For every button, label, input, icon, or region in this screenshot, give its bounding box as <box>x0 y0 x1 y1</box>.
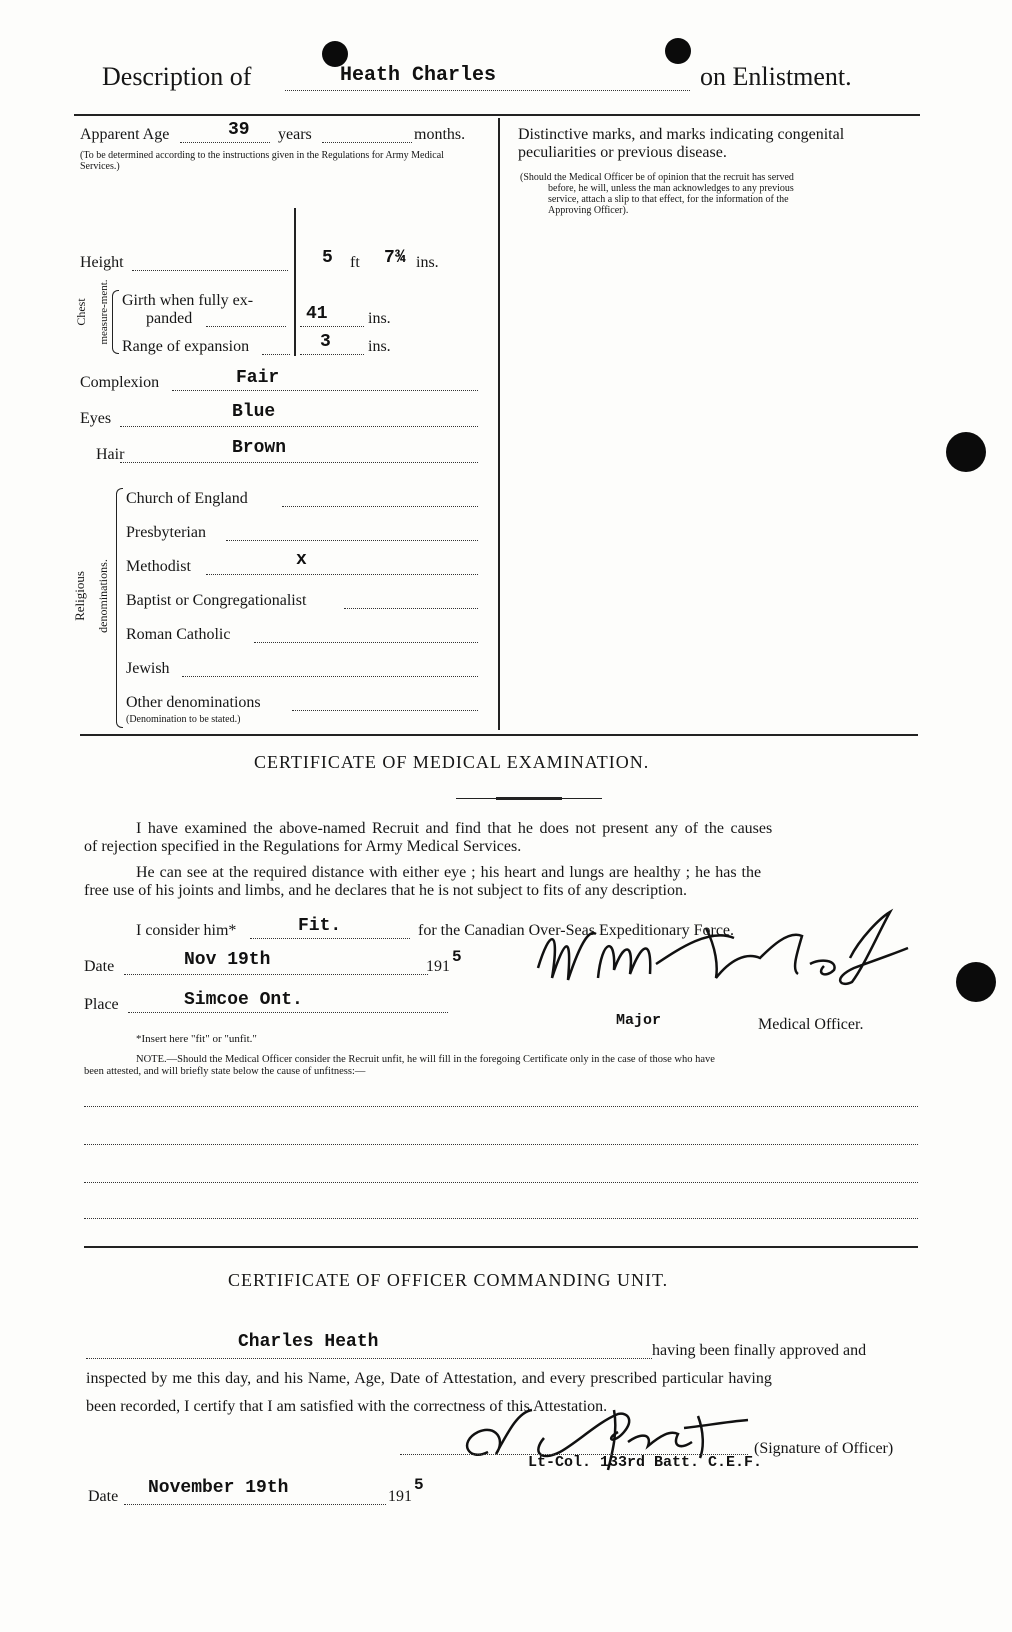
medical-para2-line2: free use of his joints and limbs, and he declares that he is not subject to fits of any description. <box>84 882 687 899</box>
age-note: (To be determined according to the instructions given in the Regulations for Army Medical Services.) <box>80 150 444 172</box>
medical-para2-line1: He can see at the required distance with either eye ; his heart and lungs are healthy ; he has the <box>136 864 762 881</box>
punch-hole-right-lower <box>956 962 996 1002</box>
consider-label: I consider him* <box>136 922 237 939</box>
hair-value: Brown <box>232 438 287 458</box>
medical-title-rule-bold <box>496 797 562 800</box>
medical-date-value: Nov 19th <box>184 950 271 970</box>
religion-side-label-2: denominations. <box>96 559 110 633</box>
section-rule-2 <box>84 1246 918 1248</box>
commanding-recruit-name: Charles Heath <box>238 1332 379 1352</box>
complexion-value: Fair <box>236 368 280 388</box>
religion-methodist: Methodist <box>126 558 191 575</box>
religion-brace <box>116 488 123 728</box>
marks-note-4: Approving Officer). <box>548 205 629 216</box>
religion-side-label-1: Religious <box>72 571 87 621</box>
complexion-label: Complexion <box>80 374 160 391</box>
religion-baptist: Baptist or Congregationalist <box>126 592 307 609</box>
height-label: Height <box>80 254 124 271</box>
marks-heading-1: Distinctive marks, and marks indicating congenital <box>518 126 845 143</box>
header-rule <box>74 114 920 116</box>
commanding-line2: inspected by me this day, and his Name, Age, Date of Attestation, and every prescribed particular having <box>86 1370 772 1387</box>
medical-year-prefix: 191 <box>426 958 450 975</box>
marks-note-3: service, attach a slip to that effect, for the information of the <box>548 194 789 205</box>
girth-label-1: Girth when fully ex- <box>122 292 254 309</box>
chest-brace <box>112 290 119 354</box>
height-column-line <box>294 208 296 356</box>
eyes-value: Blue <box>232 402 276 422</box>
force-label: for the Canadian Over-Seas Expeditionary Force. <box>418 922 735 939</box>
age-value: 39 <box>228 120 250 140</box>
punch-hole-top-right <box>665 38 691 64</box>
marks-note-2: before, he will, unless the man acknowledges to any previous <box>548 183 794 194</box>
medical-officer-label: Medical Officer. <box>758 1016 864 1033</box>
girth-ins-label: ins. <box>368 310 391 327</box>
commanding-certificate-title: CERTIFICATE OF OFFICER COMMANDING UNIT. <box>228 1270 669 1290</box>
religion-other: Other denominations <box>126 694 261 711</box>
girth-value: 41 <box>306 304 328 324</box>
commanding-year-prefix: 191 <box>388 1488 412 1505</box>
header-recruit-name: Heath Charles <box>340 64 497 87</box>
height-ins-value: 7¾ <box>384 248 406 268</box>
chest-side-label-2: measure-ment. <box>98 279 110 345</box>
religion-presbyterian: Presbyterian <box>126 524 206 541</box>
medical-officer-rank: Major <box>616 1012 662 1029</box>
religion-church-of-england: Church of England <box>126 490 248 507</box>
punch-hole-right-upper <box>946 432 986 472</box>
commanding-line3: been recorded, I certify that I am satisfied with the correctness of this Attestation. <box>86 1398 608 1415</box>
medical-note-line1: NOTE.—Should the Medical Officer consider the Recruit unfit, he will fill in the foregoing Certificate only in the case of those who have <box>136 1054 715 1065</box>
commanding-date-value: November 19th <box>148 1478 289 1498</box>
height-ft-value: 5 <box>322 248 333 268</box>
medical-date-label: Date <box>84 958 115 975</box>
column-divider <box>498 118 500 730</box>
medical-note-line2: been attested, and will briefly state below the cause of unfitness:— <box>84 1066 366 1077</box>
girth-label-2: panded <box>146 310 193 327</box>
medical-place-label: Place <box>84 996 119 1013</box>
marks-heading-2: peculiarities or previous disease. <box>518 144 727 161</box>
fit-insert-note: *Insert here "fit" or "unfit." <box>136 1033 257 1045</box>
unfitness-line-4 <box>84 1218 918 1219</box>
months-label: months. <box>414 126 466 143</box>
marks-note-1: (Should the Medical Officer be of opinion that the recruit has served <box>520 172 794 183</box>
unfitness-line-1 <box>84 1106 918 1107</box>
height-ft-label: ft <box>350 254 360 271</box>
religion-other-note: (Denomination to be stated.) <box>126 714 241 725</box>
range-value: 3 <box>320 332 331 352</box>
age-label: Apparent Age <box>80 126 170 143</box>
medical-para1-line2: of rejection specified in the Regulations for Army Medical Services. <box>84 838 522 855</box>
religion-roman-catholic: Roman Catholic <box>126 626 231 643</box>
section-rule-1 <box>80 734 918 736</box>
hair-label: Hair <box>96 446 125 463</box>
commanding-year-suffix: 5 <box>414 1476 424 1494</box>
range-ins-label: ins. <box>368 338 391 355</box>
commanding-officer-title: Lt-Col. 133rd Batt. C.E.F. <box>528 1454 763 1471</box>
range-label: Range of expansion <box>122 338 250 355</box>
commanding-line1-tail: having been finally approved and <box>652 1342 867 1359</box>
religion-jewish: Jewish <box>126 660 170 677</box>
medical-officer-signature <box>520 908 920 1018</box>
medical-para1-line1: I have examined the above-named Recruit and find that he does not present any of the causes <box>136 820 773 837</box>
medical-certificate-title: CERTIFICATE OF MEDICAL EXAMINATION. <box>254 752 650 772</box>
medical-place-value: Simcoe Ont. <box>184 990 303 1010</box>
religion-methodist-mark: x <box>296 550 307 570</box>
medical-year-suffix: 5 <box>452 948 462 966</box>
unfitness-line-2 <box>84 1144 918 1145</box>
eyes-label: Eyes <box>80 410 112 427</box>
signature-of-officer-label: (Signature of Officer) <box>754 1440 894 1457</box>
chest-side-label-1: Chest <box>74 298 88 326</box>
header-description-of: Description of <box>102 62 252 91</box>
height-ins-label: ins. <box>416 254 439 271</box>
commanding-date-label: Date <box>88 1488 119 1505</box>
header-on-enlistment: on Enlistment. <box>700 62 852 91</box>
years-label: years <box>278 126 312 143</box>
consider-value: Fit. <box>298 916 342 936</box>
unfitness-line-3 <box>84 1182 918 1183</box>
